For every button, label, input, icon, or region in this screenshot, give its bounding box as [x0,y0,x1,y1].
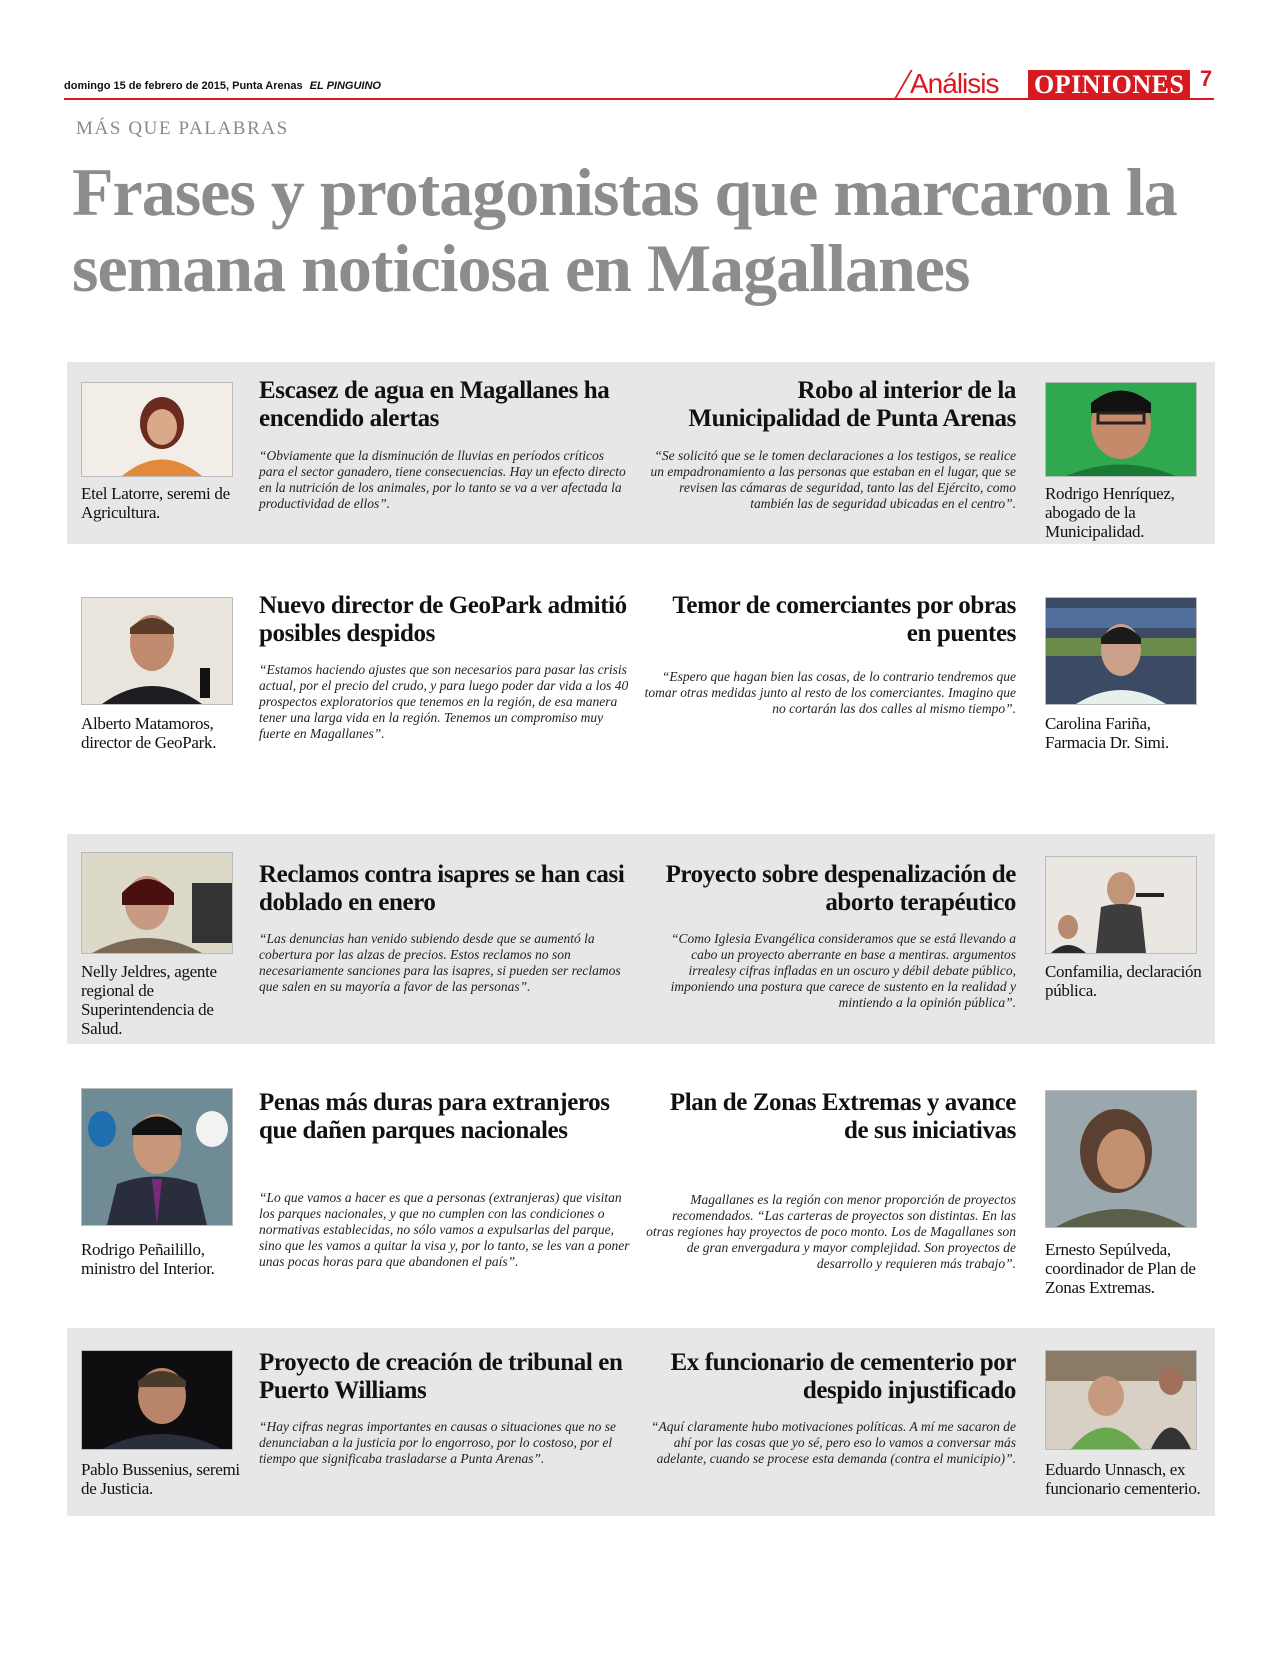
item-quote: “Estamos haciendo ajustes que son necesarios para pasar las crisis actual, por el precio del crudo, y para luego poder dar vida a los 40 prospectos exploratorios que tenemos en la región, de esa manera tener una larga vida en la región. Tenemos un compromiso muy fuerte en Magallanes”. [259,662,629,741]
person-caption: Pablo Bussenius, seremi de Justicia. [81,1460,240,1498]
person-caption: Carolina Fariña, Farmacia Dr. Simi. [1045,714,1169,752]
item-title: Proyecto sobre despenalización de aborto terapéutico [665,861,1016,916]
item-quote: “Las denuncias han venido subiendo desde que se aumentó la cobertura por las alzas de precios. Estos reclamos no son necesariamente sanciones para las isapres, si pueden ser reclamos que salen en su mayoría a favor de las personas”. [259,931,621,994]
dateline [64,80,381,92]
page-headline: Frases y protagonistas que marcaron la semana noticiosa en Magallanes [72,154,1177,306]
portrait-photo [81,1088,233,1226]
item-quote: “Espero que hagan bien las cosas, de lo contrario tendremos que tomar otras medidas junto al resto de los comerciantes. Imagino que no cortarán las dos calles al mismo tiempo”. [644,669,1016,716]
item-title: Plan de Zonas Extremas y avance de sus iniciativas [669,1089,1016,1144]
portrait-photo [81,852,233,954]
person-caption: Eduardo Unnasch, ex funcionario cementerio. [1045,1460,1201,1498]
portrait-photo [81,382,233,477]
person-caption: Rodrigo Henríquez, abogado de la Municipalidad. [1045,484,1175,541]
item-title: Ex funcionario de cementerio por despido injustificado [670,1349,1016,1404]
portrait-photo [81,597,233,705]
portrait-photo [1045,1350,1197,1450]
item-quote: “Obviamente que la disminución de lluvias en períodos críticos para el sector ganadero, tiene consecuencias. Hay un efecto directo en la nutrición de los animales, por lo tanto se va a ver afectada la productividad de ellos”. [259,448,626,511]
portrait-photo [1045,856,1197,954]
portrait-photo [1045,1090,1197,1228]
kicker: MÁS QUE PALABRAS [76,118,289,139]
page-number: 7 [1200,66,1213,91]
item-quote: “Hay cifras negras importantes en causas o situaciones que no se denunciaban a la justicia por lo engorroso, por lo costoso, por el tiempo que significaba trasladarse a Punta Arenas”. [259,1419,616,1466]
portrait-photo [1045,597,1197,705]
person-caption: Rodrigo Peñailillo, ministro del Interior. [81,1240,215,1278]
portrait-photo [81,1350,233,1450]
item-title: Robo al interior de la Municipalidad de Punta Arenas [688,377,1016,432]
item-title: Proyecto de creación de tribunal en Puerto Williams [259,1349,623,1404]
portrait-photo [1045,382,1197,477]
dateline-text: domingo 15 de febrero de 2015, Punta Arenas [64,80,303,92]
person-caption: Etel Latorre, seremi de Agricultura. [81,484,230,522]
item-quote: “Lo que vamos a hacer es que a personas (extranjeras) que visitan los parques nacionales, y que no cumplen con las condiciones o normativas establecidas, no sólo vamos a expulsarlas del parque, sino que les vamos a quitar la visa y, por lo tanto, se les van a poner unas pocas horas para que abandonen el país”. [259,1190,630,1269]
person-caption: Ernesto Sepúlveda, coordinador de Plan de Zonas Extremas. [1045,1240,1196,1297]
person-caption: Nelly Jeldres, agente regional de Superintendencia de Salud. [81,962,217,1038]
person-caption: Confamilia, declaración pública. [1045,962,1202,1000]
item-title: Escasez de agua en Magallanes ha encendido alertas [259,377,610,432]
item-quote: “Aquí claramente hubo motivaciones políticas. A mí me sacaron de ahí por las cosas que yo sé, pero eso lo vamos a conversar más adelante, cuando se procese esta demanda (contra el municipio)”. [651,1419,1016,1466]
section-analisis: Análisis [910,68,999,99]
item-title: Nuevo director de GeoPark admitió posibles despidos [259,592,627,647]
person-caption: Alberto Matamoros, director de GeoPark. [81,714,217,752]
newspaper-brand: EL PINGUINO [309,80,381,92]
item-title: Temor de comerciantes por obras en puentes [672,592,1016,647]
item-quote: Magallanes es la región con menor proporción de proyectos recomendados. “Las carteras de proyectos son distintas. En las otras regiones hay proyectos de poco monto. Los de Magallanes son de gran envergadura y mayor complejidad. Son proyectos de desarrollo y requieren más trabajo”. [646,1192,1016,1271]
item-quote: “Se solicitó que se le tomen declaraciones a los testigos, se realice un empadronamiento a las personas que estaban en el lugar, que se revisen las cámaras de seguridad, tanto las del Ejército, como también las de seguridad ubicadas en el centro”. [650,448,1016,511]
item-title: Reclamos contra isapres se han casi doblado en enero [259,861,625,916]
item-quote: “Como Iglesia Evangélica consideramos que se está llevando a cabo un proyecto aberrante en base a mentiras. argumentos irrealesy cifras infladas en un oscuro y débil debate público, imponiendo una postura que carece de sustento en la realidad y mintiendo a la opinión pública”. [670,931,1016,1010]
section-opiniones: OPINIONES [1028,70,1190,100]
item-title: Penas más duras para extranjeros que dañen parques nacionales [259,1089,610,1144]
